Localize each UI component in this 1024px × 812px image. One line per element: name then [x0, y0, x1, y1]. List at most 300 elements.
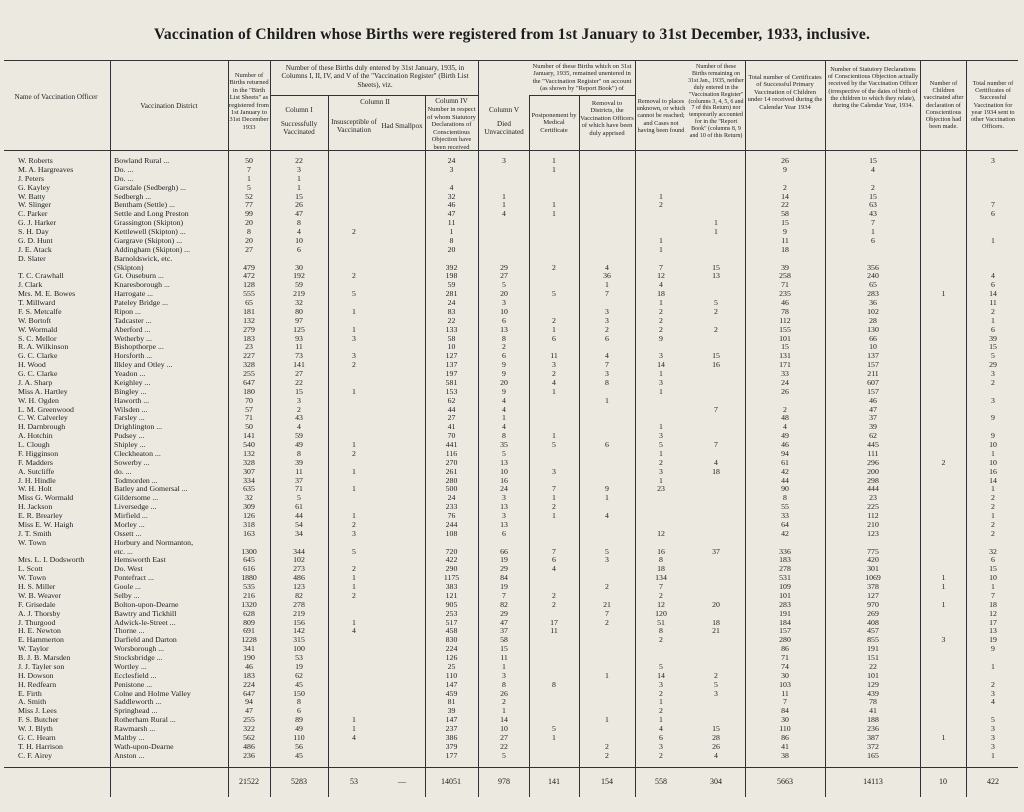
- cell: G. Kayley: [18, 182, 51, 192]
- cell: 6: [502, 351, 506, 361]
- cell: [922, 406, 965, 415]
- cell: [330, 157, 378, 166]
- cell: Springhead ...: [114, 706, 158, 716]
- cell: 58: [500, 635, 508, 645]
- cell: 13: [500, 519, 508, 529]
- cell: 4: [449, 182, 454, 192]
- cell: [330, 423, 378, 432]
- cell: 20: [712, 599, 720, 609]
- cell: 2: [991, 377, 995, 387]
- header-after-decl: Number of Children vaccinated after declaration of Conscientious Objection had been made.: [923, 80, 964, 131]
- cell: 4: [991, 271, 995, 281]
- cell: 141: [243, 431, 255, 441]
- cell: 5: [352, 546, 356, 556]
- cell: (Skipton): [114, 262, 144, 272]
- cell: [968, 184, 1018, 193]
- cell: [688, 184, 744, 193]
- cell: [580, 228, 634, 237]
- after-decl-column: [922, 157, 965, 761]
- cell: 100: [293, 644, 305, 654]
- cell: 2: [659, 324, 663, 334]
- cell: 123: [293, 582, 305, 591]
- cell: [688, 388, 744, 397]
- cell: C. F. Airey: [18, 750, 53, 760]
- cell: 581: [445, 377, 458, 387]
- cell: 130: [867, 324, 879, 334]
- cell: [531, 752, 577, 761]
- cell: J. Peters: [18, 173, 44, 183]
- cell: [688, 698, 744, 707]
- total-removal-districts: 154: [601, 777, 613, 786]
- cell: Bentham (Settle) ...: [114, 200, 175, 210]
- cell: [330, 414, 378, 423]
- cell: 830: [445, 635, 458, 645]
- cell: A. Sutcliffe: [18, 466, 55, 476]
- cell: [636, 503, 686, 512]
- postponement-column: [531, 157, 577, 761]
- cell: 3: [502, 493, 506, 503]
- cell: 112: [779, 315, 791, 325]
- cell: 2: [352, 564, 356, 574]
- cell: W. J. Blyth: [18, 724, 53, 733]
- cell: 19: [500, 555, 508, 565]
- cell: [480, 219, 528, 228]
- cell: 8: [449, 235, 454, 245]
- cell: 63: [869, 200, 877, 210]
- cell: 6: [605, 333, 609, 343]
- cell: [480, 166, 528, 175]
- cell: [531, 184, 577, 193]
- cell: W. Batty: [18, 191, 46, 201]
- cell: 258: [779, 271, 791, 281]
- cell: 2: [352, 227, 356, 236]
- cell: Thorne ...: [114, 626, 145, 636]
- cell: [580, 725, 634, 734]
- sep: [966, 60, 967, 797]
- cell: 3: [552, 466, 556, 476]
- cell: Barnoldswick, etc.: [114, 253, 173, 263]
- total-remaining: 304: [710, 777, 722, 786]
- cell: 616: [243, 564, 255, 574]
- cell: [922, 246, 965, 255]
- cell: 71: [245, 413, 253, 423]
- officer-column: [18, 157, 110, 761]
- cell: Ossett ...: [114, 528, 142, 538]
- cell: [580, 468, 634, 477]
- cell: [330, 654, 378, 663]
- cell: Shipley ...: [114, 440, 146, 449]
- cell: 1: [659, 298, 663, 307]
- cell: [636, 210, 686, 219]
- cell: [580, 237, 634, 246]
- cell: 52: [245, 191, 253, 201]
- cell: 62: [869, 431, 877, 441]
- cell: 126: [243, 511, 255, 520]
- cell: 2: [941, 457, 946, 467]
- cell: [688, 201, 744, 210]
- cell: 315: [293, 635, 305, 645]
- col5-column: [480, 157, 528, 761]
- cell: 3: [352, 333, 356, 343]
- cell: 6: [552, 333, 556, 343]
- cell: 43: [295, 413, 303, 423]
- cell: 6: [297, 706, 301, 716]
- cell: [330, 663, 378, 672]
- cell: 3: [991, 688, 995, 698]
- cell: [688, 414, 744, 423]
- cell: 43: [869, 209, 877, 219]
- cell: 23: [869, 493, 877, 503]
- sent-other-column: [968, 157, 1018, 761]
- cell: etc. ...: [114, 546, 133, 556]
- cell: 1: [352, 573, 356, 583]
- cell: 273: [293, 564, 305, 574]
- cell: Mrs. L. I. Dodsworth: [18, 555, 85, 565]
- cell: 15: [869, 156, 877, 165]
- header-sent-other: Total number of Certificates of Successful Vaccination for year 1934 sent to other Vaccination Officers.: [970, 80, 1016, 131]
- cell: 278: [779, 564, 791, 574]
- cell: Sedbergh ...: [114, 191, 152, 201]
- cell: 15: [781, 342, 789, 352]
- cell: [531, 636, 577, 645]
- cell: [922, 716, 965, 725]
- cell: [922, 512, 965, 521]
- cell: 81: [447, 697, 456, 707]
- cell: 65: [245, 298, 253, 307]
- cell: 3: [941, 635, 946, 645]
- cell: 42: [781, 528, 789, 538]
- header-bottom-rule: [4, 150, 1018, 151]
- cell: 211: [867, 369, 879, 378]
- cell: 22: [447, 315, 456, 325]
- cell: 1: [941, 573, 946, 583]
- cell: H. E. Newton: [18, 626, 61, 636]
- cell: [580, 201, 634, 210]
- cell: 11: [295, 466, 303, 476]
- cell: 1: [605, 280, 609, 290]
- cell: 3: [991, 732, 995, 742]
- page-title: Vaccination of Children whose Births were registered from 1st January to 31st December, 1933, inclusive.: [153, 26, 871, 43]
- cell: 157: [867, 386, 879, 396]
- cell: 126: [445, 653, 458, 662]
- cell: 5: [991, 351, 995, 361]
- cell: [580, 459, 634, 468]
- cell: Selby ...: [114, 590, 140, 600]
- cell: [922, 201, 965, 210]
- cell: 10: [989, 440, 997, 449]
- cell: 41: [447, 422, 456, 432]
- cell: 27: [500, 732, 508, 742]
- cell: 3: [991, 724, 995, 733]
- cell: 21: [712, 626, 720, 636]
- cell: 283: [779, 599, 791, 609]
- cell: [330, 636, 378, 645]
- cell: T. Millward: [18, 298, 56, 307]
- cell: [531, 645, 577, 654]
- cell: 14: [657, 360, 665, 370]
- cell: [922, 752, 965, 761]
- cell: 26: [295, 200, 303, 210]
- cell: Ecclesfield ...: [114, 670, 157, 680]
- cell: [922, 272, 965, 281]
- cell: [922, 663, 965, 672]
- cell: 44: [447, 404, 456, 414]
- cell: 27: [245, 244, 253, 254]
- cell: 5: [714, 298, 718, 307]
- cell: Hemsworth East: [114, 555, 166, 565]
- cell: 235: [779, 289, 791, 299]
- cell: Saddleworth ...: [114, 697, 162, 707]
- cell: 13: [500, 502, 508, 512]
- cell: [531, 707, 577, 716]
- cell: 1: [352, 617, 356, 627]
- cell: 2: [659, 635, 663, 645]
- cell: 90: [781, 484, 789, 494]
- cell: 2: [352, 519, 356, 529]
- cell: 2: [783, 182, 787, 192]
- cell: 1320: [241, 599, 257, 609]
- cell: [330, 370, 378, 379]
- cell: [531, 406, 577, 415]
- cell: 45: [295, 750, 303, 760]
- header-col2b: Had Smallpox: [381, 122, 423, 130]
- cell: [922, 521, 965, 530]
- district-column: [114, 157, 228, 761]
- cell: [580, 654, 634, 663]
- cell: 1: [659, 235, 663, 245]
- cell: 296: [867, 457, 879, 467]
- cell: 26: [781, 156, 789, 165]
- cell: 356: [867, 262, 879, 272]
- cell: [580, 246, 634, 255]
- cell: 3: [659, 431, 663, 441]
- cell: 1: [552, 164, 556, 174]
- cell: [330, 752, 378, 761]
- cell: 13: [500, 324, 508, 334]
- cell: 42: [781, 466, 789, 476]
- cell: 47: [245, 706, 253, 716]
- cell: 8: [297, 697, 301, 707]
- cell: 4: [502, 404, 506, 414]
- cell: 4: [352, 732, 356, 742]
- header-removal-unknown: Removal to places unknown, or which cannot be reached; and Cases not having been found: [636, 98, 686, 134]
- cell: [922, 237, 965, 246]
- cell: 809: [243, 617, 255, 627]
- cell: 59: [447, 280, 456, 290]
- cell: T. C. Crawhall: [18, 271, 64, 281]
- cell: 1: [552, 493, 556, 503]
- cell: 65: [869, 280, 877, 290]
- cell: 2: [552, 262, 556, 272]
- cell: 23: [657, 484, 665, 494]
- cell: 2: [714, 670, 718, 680]
- cell: 1: [941, 582, 946, 591]
- cell: 22: [295, 377, 303, 387]
- cell: 378: [867, 582, 879, 591]
- cell: 1: [659, 475, 663, 485]
- header-col4-sub: Number in respect of whom Statutory Declarations of Conscientious Objection have been received: [427, 106, 476, 151]
- cell: Colne and Holme Valley: [114, 688, 191, 698]
- cell: [922, 645, 965, 654]
- cell: [688, 521, 744, 530]
- cell: 328: [243, 360, 255, 370]
- cell: C. Parker: [18, 209, 48, 219]
- cell: 35: [500, 440, 508, 449]
- cell: 2: [659, 200, 663, 210]
- cell: [330, 246, 378, 255]
- cell: E. Firth: [18, 688, 42, 698]
- cell: Bolton-upon-Dearne: [114, 599, 179, 609]
- cell: Cleckheaton ...: [114, 448, 161, 458]
- cell: 16: [989, 466, 997, 476]
- cell: [688, 281, 744, 290]
- cell: 125: [293, 324, 305, 334]
- cell: 1: [605, 670, 609, 680]
- cell: 110: [779, 724, 791, 733]
- cell: 3: [991, 395, 995, 405]
- cell: 1: [605, 395, 609, 405]
- cell: 1: [991, 750, 995, 760]
- cell: 3: [605, 315, 609, 325]
- cell: 3: [714, 688, 718, 698]
- cell: 7: [659, 262, 663, 272]
- cell: Miss J. Lees: [18, 706, 57, 716]
- cell: 94: [781, 448, 789, 458]
- cell: G. J. Harker: [18, 218, 57, 228]
- cell: 439: [867, 688, 879, 698]
- cell: 1: [352, 582, 356, 591]
- cell: Mirfield ...: [114, 511, 148, 520]
- cell: 89: [295, 715, 303, 725]
- cell: 3: [502, 511, 506, 520]
- cell: [922, 326, 965, 335]
- cell: [922, 619, 965, 628]
- cell: H. Redfearn: [18, 679, 57, 689]
- cell: 1: [352, 511, 356, 520]
- cell: Todmorden ...: [114, 475, 158, 485]
- cell: 283: [867, 289, 879, 299]
- cell: 531: [779, 573, 791, 583]
- cell: [330, 406, 378, 415]
- cell: 55: [781, 502, 789, 512]
- cell: 12: [657, 599, 665, 609]
- cell: T. H. Harrison: [18, 741, 63, 751]
- cell: [330, 193, 378, 202]
- col2a-column: [330, 157, 378, 761]
- cell: [922, 219, 965, 228]
- cell: 8: [502, 431, 506, 441]
- cell: [688, 335, 744, 344]
- cell: 2: [552, 369, 556, 378]
- cell: 84: [781, 706, 789, 716]
- certificates-column: [747, 157, 823, 761]
- cell: 82: [500, 599, 508, 609]
- cell: A. Smith: [18, 697, 47, 707]
- cell: 3: [605, 306, 609, 316]
- total-after-decl: 10: [939, 777, 947, 786]
- cell: Gargrave (Skipton) ...: [114, 235, 183, 245]
- cell: 71: [781, 280, 789, 290]
- cell: 2: [991, 493, 995, 503]
- cell: 7: [552, 546, 556, 556]
- cell: 1: [659, 386, 663, 396]
- cell: Addingham (Skipton) ...: [114, 244, 191, 254]
- cell: [688, 193, 744, 202]
- cell: 62: [447, 395, 456, 405]
- cell: 18: [712, 617, 720, 627]
- sep: [270, 60, 271, 797]
- cell: 270: [445, 457, 458, 467]
- cell: 7: [247, 164, 251, 174]
- cell: 4: [991, 697, 995, 707]
- cell: 279: [243, 324, 255, 334]
- cell: [688, 175, 744, 184]
- sep: [529, 95, 635, 96]
- cell: 1: [297, 182, 301, 192]
- cell: Settle and Long Preston: [114, 209, 189, 219]
- total-certificates: 5663: [777, 777, 793, 786]
- cell: [922, 388, 965, 397]
- cell: 444: [867, 484, 879, 494]
- cell: 3: [605, 369, 609, 378]
- sep: [529, 95, 530, 797]
- cell: 137: [867, 351, 879, 361]
- cell: 12: [989, 608, 997, 618]
- cell: 197: [445, 369, 458, 378]
- cell: 184: [779, 617, 791, 627]
- cell: [636, 175, 686, 184]
- cell: 459: [445, 688, 458, 698]
- cell: [580, 645, 634, 654]
- cell: 32: [447, 191, 456, 201]
- cell: 97: [295, 315, 303, 325]
- cell: 4: [352, 626, 356, 636]
- cell: 6: [991, 209, 995, 219]
- cell: [827, 246, 919, 255]
- cell: 2: [605, 617, 609, 627]
- cell: 127: [445, 351, 458, 361]
- cell: 3: [352, 351, 356, 361]
- cell: 28: [869, 315, 877, 325]
- cell: Adwick-le-Street ...: [114, 617, 176, 627]
- cell: 16: [500, 475, 508, 485]
- remaining-column: [688, 157, 744, 761]
- total-col4: 14051: [441, 777, 461, 786]
- cell: A. J. Thorsby: [18, 608, 61, 618]
- cell: 457: [867, 626, 879, 636]
- cell: Bingley ...: [114, 386, 147, 396]
- cell: [636, 397, 686, 406]
- header-officer: Name of Vaccination Officer: [14, 93, 98, 101]
- cell: 57: [245, 404, 253, 414]
- cell: 1: [502, 191, 506, 201]
- cell: 198: [445, 271, 458, 281]
- cell: W. B. Weaver: [18, 590, 62, 600]
- cell: 29: [500, 564, 508, 574]
- cell: L. Clough: [18, 440, 50, 449]
- cell: 479: [243, 262, 255, 272]
- cell: 379: [445, 741, 458, 751]
- cell: W. Taylor: [18, 644, 49, 654]
- cell: [330, 255, 378, 264]
- cell: [636, 406, 686, 415]
- cell: 20: [500, 289, 508, 299]
- cell: [688, 707, 744, 716]
- cell: [968, 246, 1018, 255]
- cell: 441: [445, 440, 458, 449]
- cell: 2: [605, 582, 609, 591]
- cell: 3: [659, 466, 663, 476]
